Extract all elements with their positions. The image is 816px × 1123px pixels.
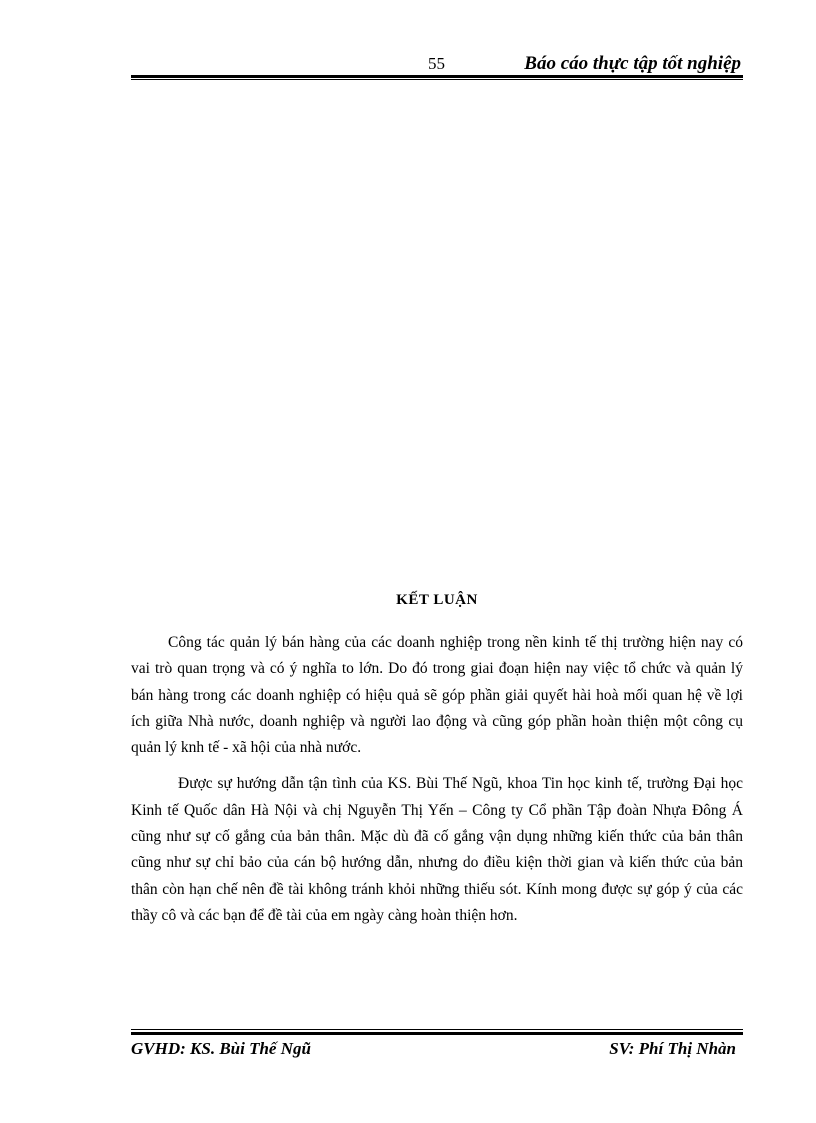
header-rule-thin <box>131 79 743 80</box>
header-rule <box>131 75 743 78</box>
header-title: Báo cáo thực tập tốt nghiệp <box>524 53 741 74</box>
paragraph: Được sự hướng dẫn tận tình của KS. Bùi Thế Ngũ, khoa Tin học kinh tế, trường Đại học Kinh tế Quốc dân Hà Nội và chị Nguyễn Thị Yến – Công ty Cổ phần Tập đoàn Nhựa Đông Á cũng như sự cố gắng của bản thân. Mặc dù đã cố gắng vận dụng những kiến thức của bản thân cũng như sự chỉ bảo của cán bộ hướng dẫn, nhưng do điều kiện thời gian và kiến thức của bản thân còn hạn chế nên đề tài không tránh khỏi những thiếu sót. Kính mong được sự góp ý của các thầy cô và các bạn để đề tài của em ngày càng hoàn thiện hơn. <box>131 775 743 924</box>
section-heading: KẾT LUẬN <box>396 592 478 608</box>
footer-supervisor: GVHD: KS. Bùi Thế Ngũ <box>131 1039 311 1058</box>
paragraph: Công tác quản lý bán hàng của các doanh nghiệp trong nền kinh tế thị trường hiện nay có vai trò quan trọng và có ý nghĩa to lớn. Do đó trong giai đoạn hiện nay việc tổ chức và quản lý bán hàng trong các doanh nghiệp có hiệu quả sẽ góp phần giải quyết hài hoà mối quan hệ về lợi ích giữa Nhà nước, doanh nghiệp và người lao động và cũng góp phần hoàn thiện một công cụ quản lý knh tế - xã hội của nhà nước. <box>131 634 743 757</box>
footer-rule-thin <box>131 1029 743 1030</box>
page-number: 55 <box>428 54 445 73</box>
page-header <box>131 48 743 78</box>
footer-student: SV: Phí Thị Nhàn <box>609 1039 736 1058</box>
section-body <box>131 630 743 939</box>
footer-rule <box>131 1032 743 1035</box>
